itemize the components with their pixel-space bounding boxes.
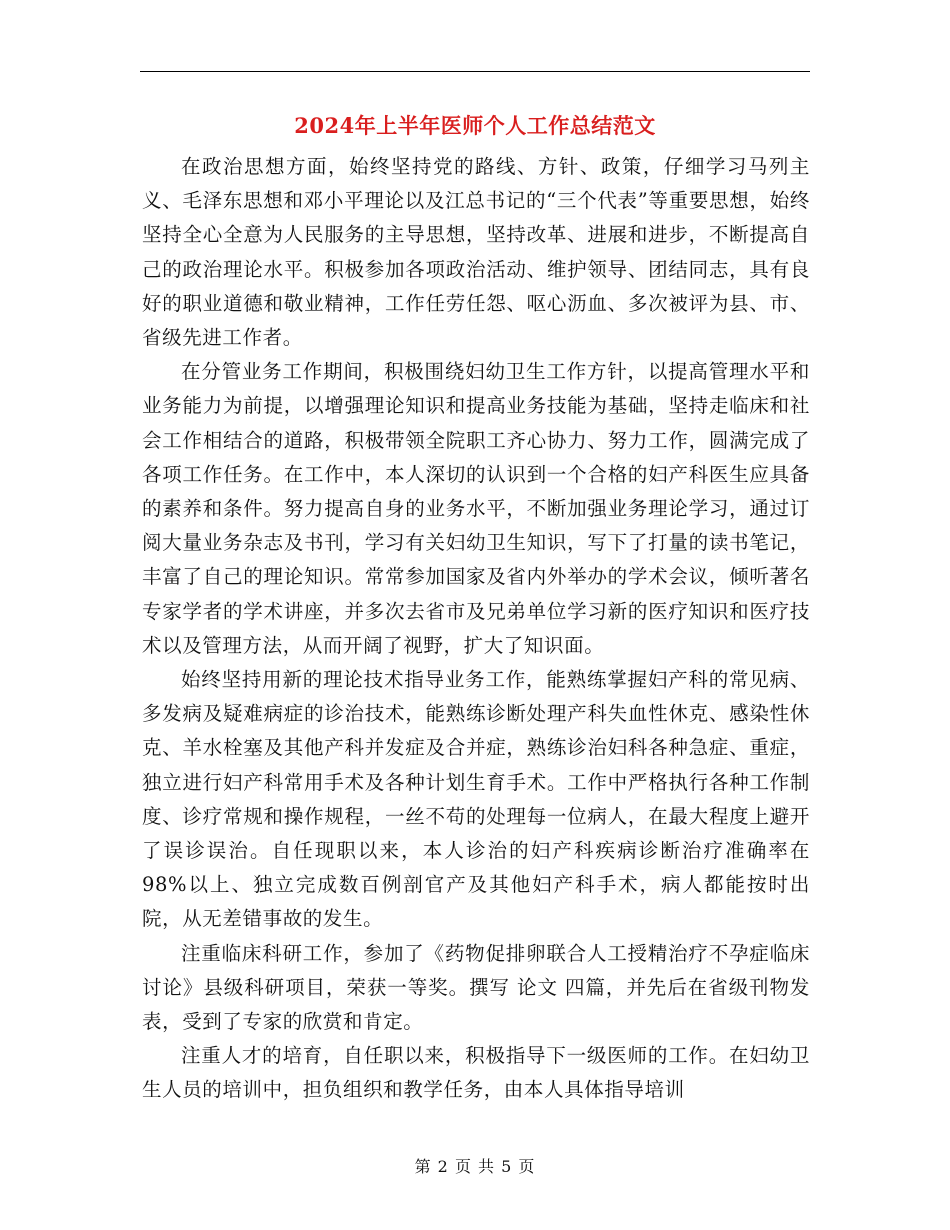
header-rule — [140, 71, 810, 72]
paragraph-research: 注重临床科研工作，参加了《药物促排卵联合人工授精治疗不孕症临床讨论》县级科研项目，荣获一等奖。撰写 论文 四篇，并先后在省级刊物发表，受到了专家的欣赏和肯定。 — [142, 941, 810, 1034]
paragraph-clinical-skills: 始终坚持用新的理论技术指导业务工作，能熟练掌握妇产科的常见病、多发病及疑难病症的诊治技术，能熟练诊断处理产科失血性休克、感染性休克、羊水栓塞及其他产科并发症及合并症，熟练诊治妇科各种急症、重症，独立进行妇产科常用手术及各种计划生育手术。工作中严格执行各种工作制度、诊疗常规和操作规程，一丝不苟的处理每一位病人，在最大程度上避开了误诊误治。自任现职以来，本人诊治的妇产科疾病诊断治疗准确率在98%以上、独立完成数百例剖官产及其他妇产科手术，病人都能按时出院，从无差错事故的发生。 — [142, 668, 810, 931]
document-body — [142, 150, 810, 1108]
page-number: 第 2 页 共 5 页 — [414, 1157, 536, 1176]
paragraph-political-thought: 在政治思想方面，始终坚持党的路线、方针、政策，仔细学习马列主义、毛泽东思想和邓小平理论以及江总书记的“三个代表”等重要思想，始终坚持全心全意为人民服务的主导思想，坚持改革、进展和进步，不断提高自己的政治理论水平。积极参加各项政治活动、维护领导、团结同志，具有良好的职业道德和敬业精神，工作任劳任怨、呕心沥血、多次被评为县、市、省级先进工作者。 — [142, 155, 810, 350]
document-title: 2024年上半年医师个人工作总结范文 — [294, 113, 656, 138]
paragraph-business-work: 在分管业务工作期间，积极围绕妇幼卫生工作方针，以提高管理水平和业务能力为前提，以增强理论知识和提高业务技能为基础，坚持走临床和社会工作相结合的道路，积极带领全院职工齐心协力、努力工作，圆满完成了各项工作任务。在工作中，本人深切的认识到一个合格的妇产科医生应具备的素养和条件。努力提高自身的业务水平，不断加强业务理论学习，通过订阅大量业务杂志及书刊，学习有关妇幼卫生知识，写下了打量的读书笔记，丰富了自己的理论知识。常常参加国家及省内外举办的学术会议，倾听著名专家学者的学术讲座，并多次去省市及兄弟单位学习新的医疗知识和医疗技术以及管理方法，从而开阔了视野，扩大了知识面。 — [142, 360, 810, 657]
paragraph-talent-training: 注重人才的培育，自任职以来，积极指导下一级医师的工作。在妇幼卫生人员的培训中，担负组织和教学任务，由本人具体指导培训 — [142, 1044, 810, 1102]
